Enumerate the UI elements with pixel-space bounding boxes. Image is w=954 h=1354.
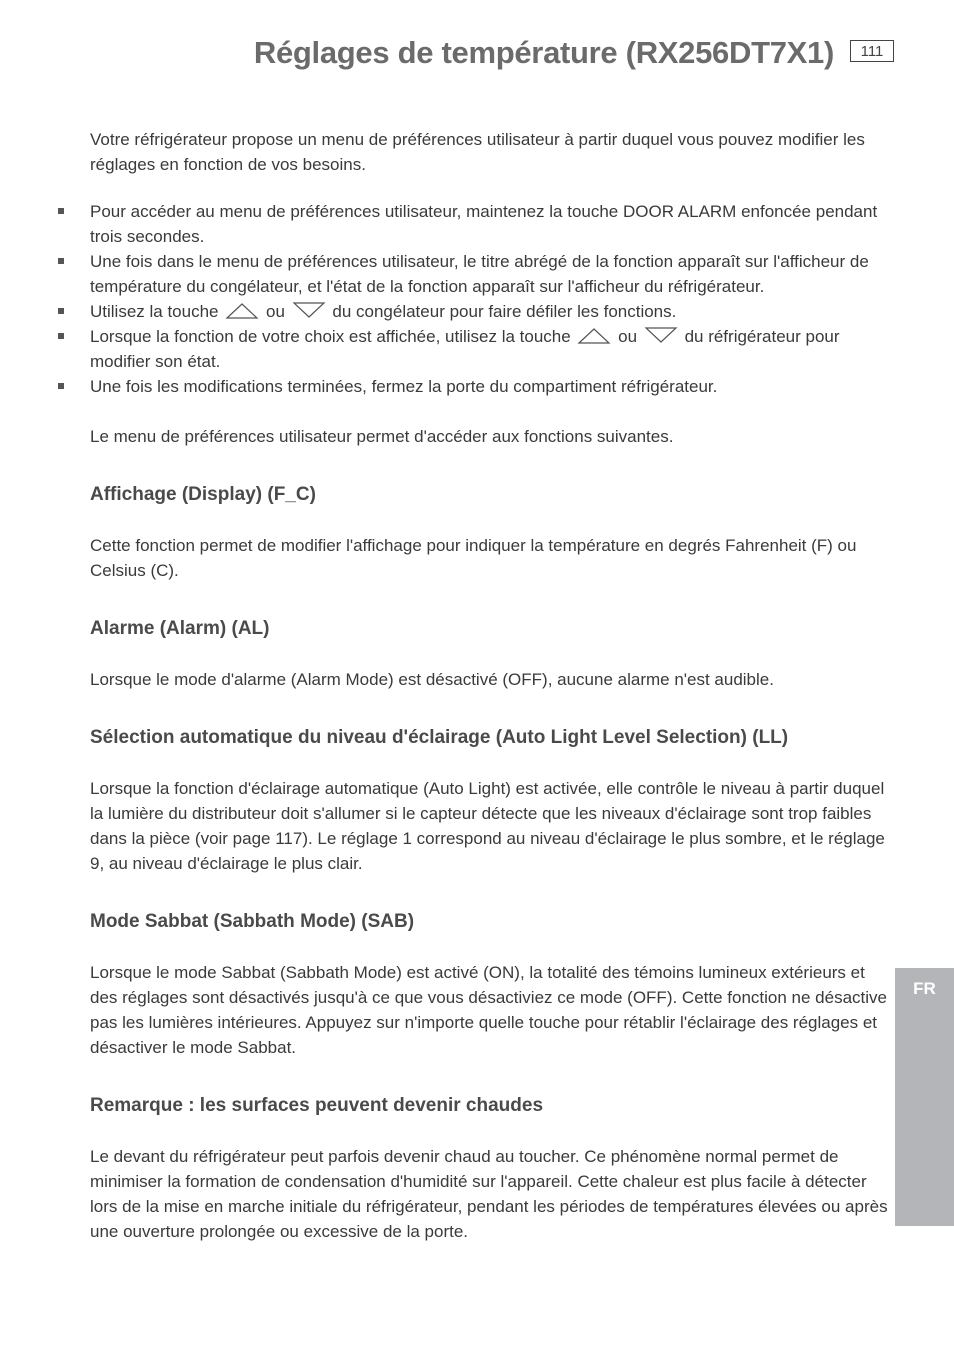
section-body: Cette fonction permet de modifier l'affichage pour indiquer la température en degrés Fahrenheit (F) ou Celsius (C). xyxy=(90,536,857,580)
section-heading: Affichage (Display) (F_C) xyxy=(90,484,316,505)
section-body: Le devant du réfrigérateur peut parfois devenir chaud au toucher. Ce phénomène normal permet de minimiser la formation de condensation d'humidité sur l'appareil. Cette chaleur est plus facile à détecter lors de la mise en marche initiale du réfrigérateur, pendant les périodes de températures élevées ou après une ouverture prolongée ou excessive de la porte. xyxy=(90,1147,888,1241)
up-arrow-icon xyxy=(225,302,259,319)
list-item-text: du réfrigérateur pour modifier son état. xyxy=(90,327,840,371)
up-arrow-icon xyxy=(577,327,611,344)
list-item-text: Lorsque la fonction de votre choix est affichée, utilisez la touche xyxy=(90,327,571,346)
section-heading: Remarque : les surfaces peuvent devenir chaudes xyxy=(90,1095,544,1116)
section-body: Lorsque le mode d'alarme (Alarm Mode) est désactivé (OFF), aucune alarme n'est audible. xyxy=(90,670,774,689)
section-heading: Sélection automatique du niveau d'éclairage (Auto Light Level Selection) (LL) xyxy=(90,727,789,748)
section-sabbath xyxy=(90,909,890,1060)
list-item: Pour accéder au menu de préférences utilisateur, maintenez la touche DOOR ALARM enfoncée pendant trois secondes. xyxy=(90,199,890,249)
section-body: Lorsque la fonction d'éclairage automatique (Auto Light) est activée, elle contrôle le niveau à partir duquel la lumière du distributeur doit s'allumer si le capteur détecte que les niveaux d'éclairage sont trop faibles dans la pièce (voir page 117). Le réglage 1 correspond au niveau d'éclairage le plus sombre, et le réglage 9, au niveau d'éclairage le plus clair. xyxy=(90,779,885,873)
list-item-text: ou xyxy=(265,302,285,321)
section-hot-surfaces-note xyxy=(90,1093,890,1244)
language-tab xyxy=(895,968,954,1226)
list-item-text: Utilisez la touche xyxy=(90,302,219,321)
section-alarm xyxy=(90,616,890,692)
list-item: Une fois dans le menu de préférences utilisateur, le titre abrégé de la fonction apparaît sur l'afficheur de température du congélateur, et l'état de la fonction apparaît sur l'afficheur du réfrigérateur. xyxy=(90,249,890,299)
list-item-text: ou xyxy=(618,327,638,346)
list-item: Une fois les modifications terminées, fermez la porte du compartiment réfrigérateur. xyxy=(90,374,890,399)
list-item xyxy=(90,299,890,324)
section-display xyxy=(90,482,890,583)
language-tab-label: FR xyxy=(913,979,936,998)
menu-intro-paragraph: Le menu de préférences utilisateur permet d'accéder aux fonctions suivantes. xyxy=(90,427,674,446)
down-arrow-icon xyxy=(644,327,678,344)
page-title: Réglages de température (RX256DT7X1) xyxy=(253,35,834,70)
section-body: Lorsque le mode Sabbat (Sabbath Mode) est activé (ON), la totalité des témoins lumineux extérieurs et des réglages sont désactivés jusqu'à ce que vous désactiviez ce mode (OFF). Cette fonction ne désactive pas les lumières intérieures. Appuyez sur n'importe quelle touche pour rétablir l'éclairage des réglages et désactiver le mode Sabbat. xyxy=(90,963,887,1057)
list-item xyxy=(90,324,890,374)
instruction-list xyxy=(90,199,890,399)
section-auto-light xyxy=(90,725,890,876)
intro-paragraph: Votre réfrigérateur propose un menu de préférences utilisateur à partir duquel vous pouvez modifier les réglages en fonction de vos besoins. xyxy=(90,130,865,174)
down-arrow-icon xyxy=(292,302,326,319)
list-item-text: du congélateur pour faire défiler les fonctions. xyxy=(332,302,677,321)
section-heading: Mode Sabbat (Sabbath Mode) (SAB) xyxy=(90,911,415,932)
section-heading: Alarme (Alarm) (AL) xyxy=(90,618,270,639)
page-number: 111 xyxy=(850,40,894,62)
page-content xyxy=(90,127,890,1244)
